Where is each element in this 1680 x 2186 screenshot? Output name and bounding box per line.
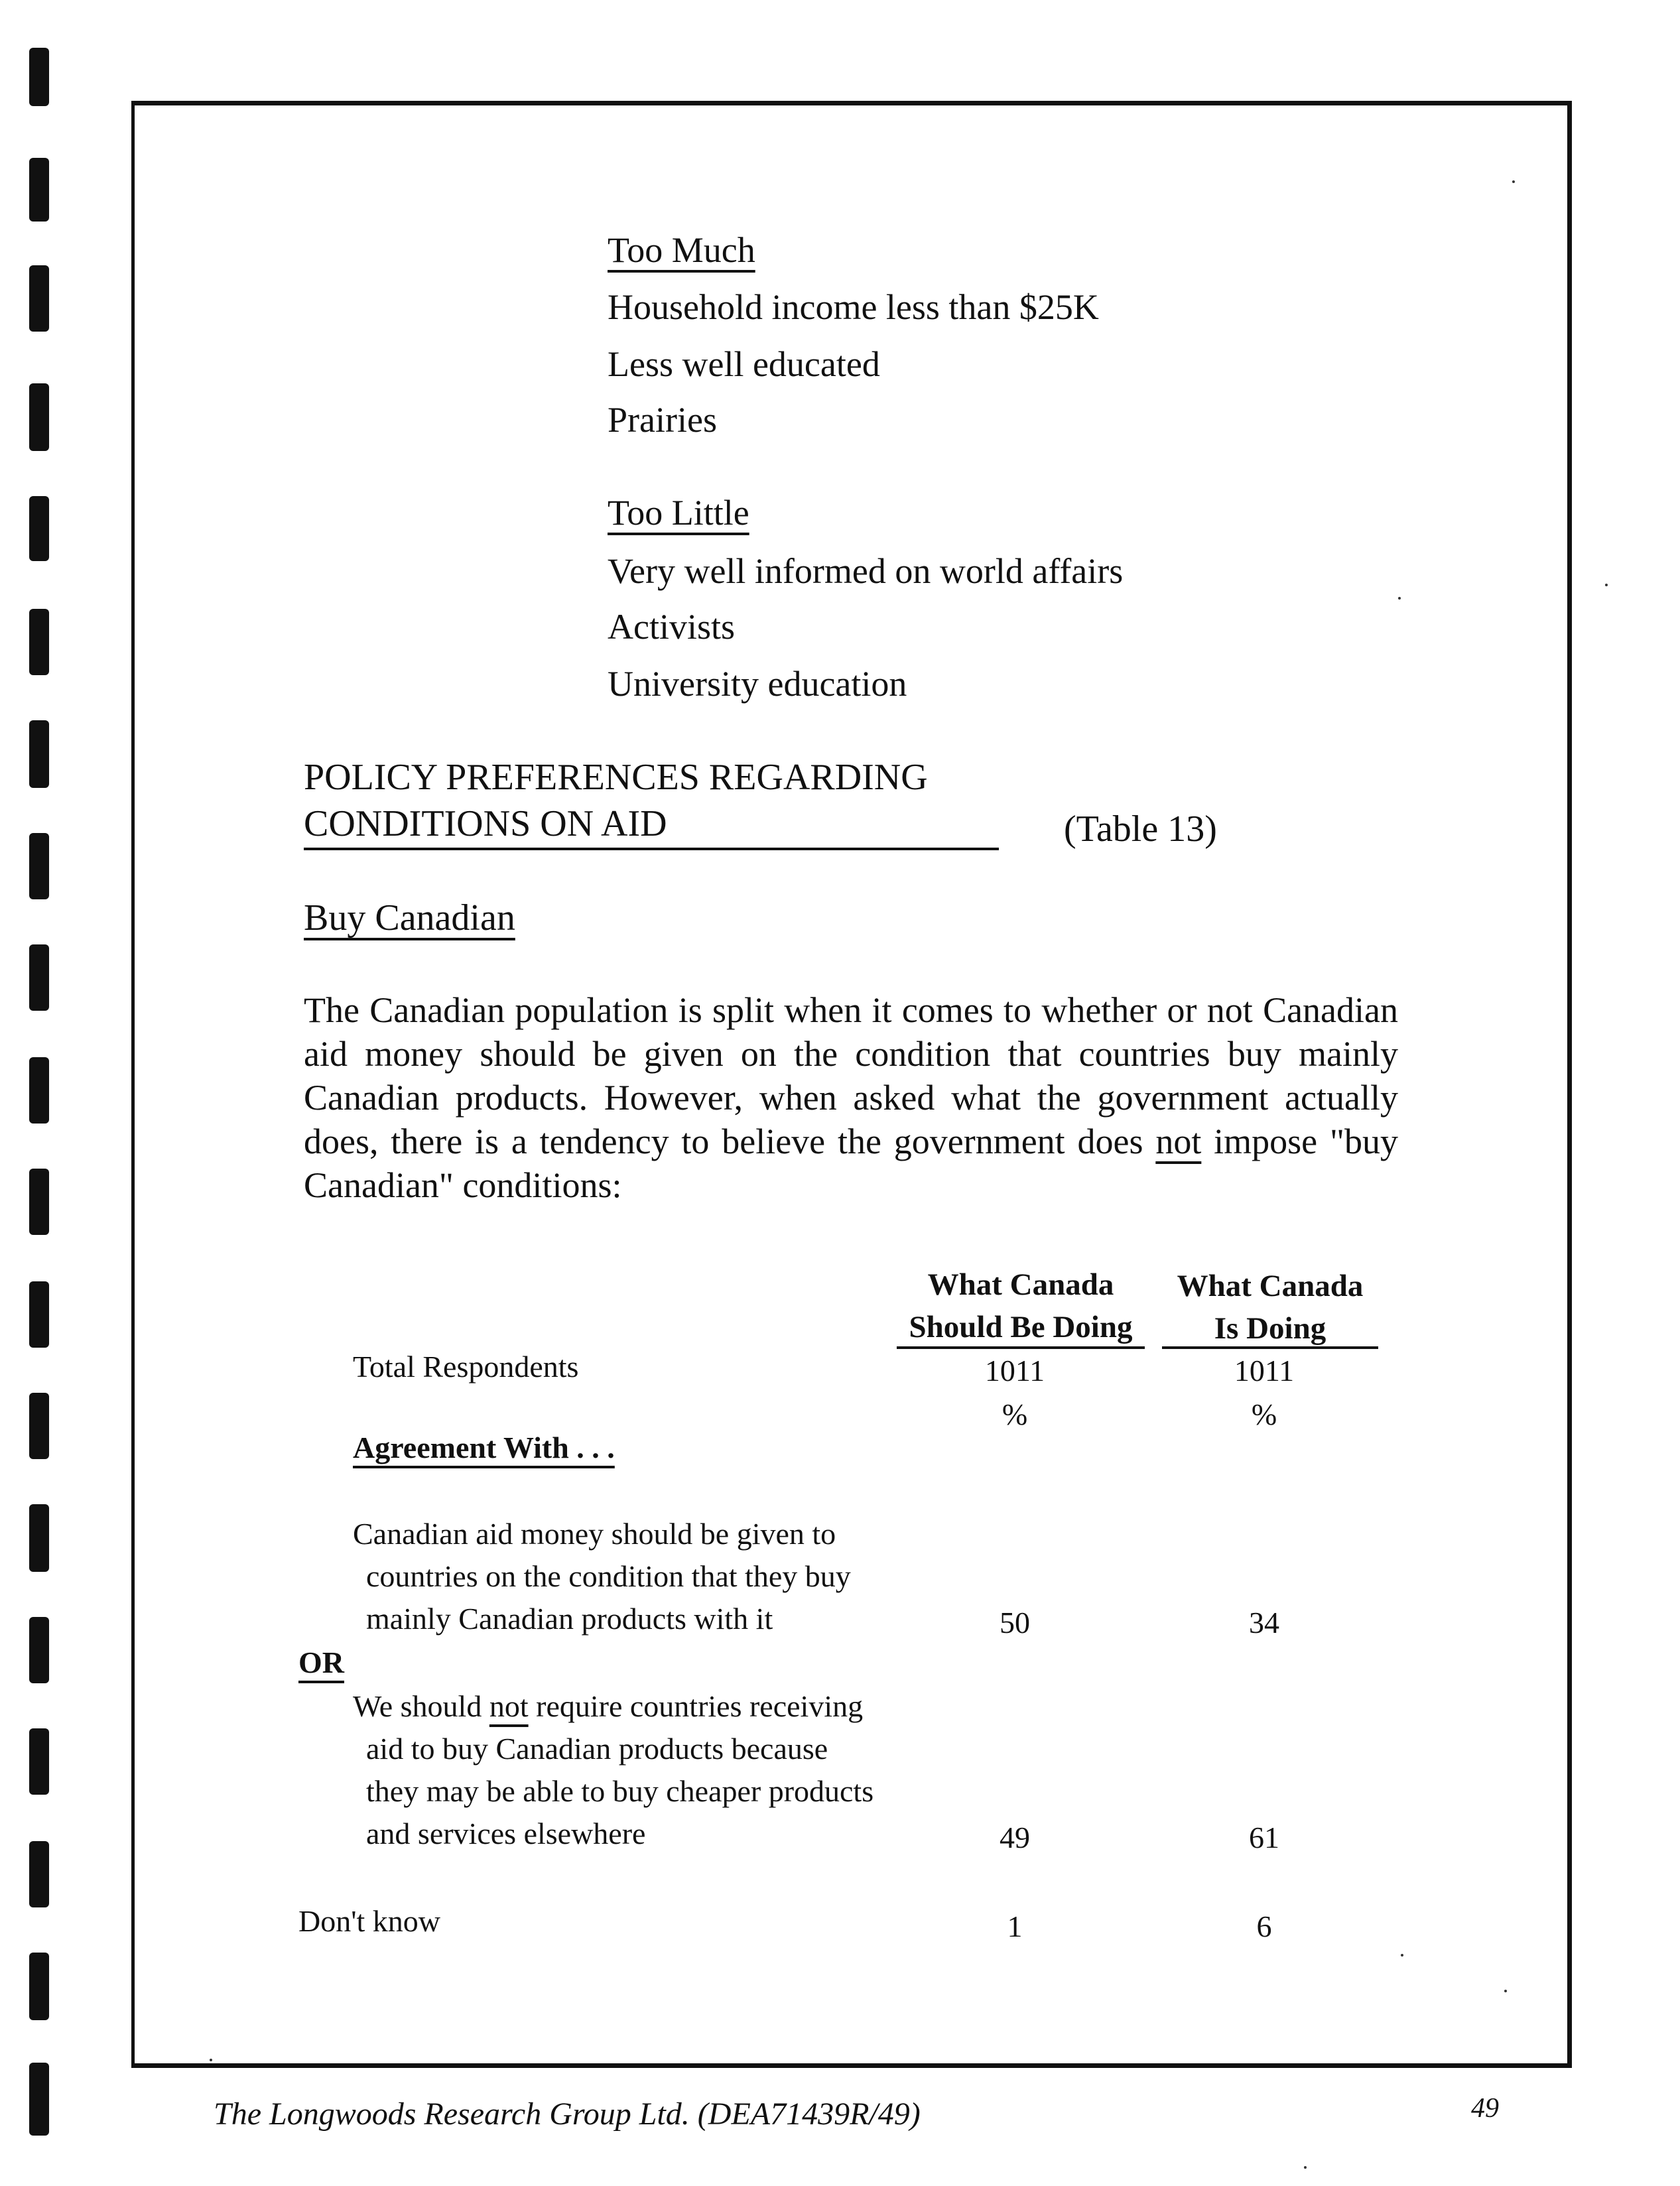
col2-header-line2: Is Doing	[1214, 1311, 1326, 1346]
binder-mark	[29, 1504, 49, 1572]
row2-emphasis-not: not	[489, 1689, 529, 1723]
col2-header-line1: What Canada	[1177, 1269, 1364, 1303]
row2-line: and services elsewhere	[366, 1817, 646, 1850]
binder-mark	[29, 1728, 49, 1795]
intro-paragraph	[304, 988, 1398, 1207]
or-label: OR	[298, 1645, 344, 1679]
row2-col2: 61	[1249, 1821, 1279, 1854]
dk-col1: 1	[1007, 1909, 1023, 1943]
unit-col1: %	[1002, 1397, 1028, 1431]
paragraph-emphasis-not: not	[1155, 1122, 1202, 1161]
row2-line: aid to buy Canadian products because	[366, 1732, 828, 1766]
too-little-item: Activists	[608, 607, 736, 647]
section-title-underline	[304, 848, 999, 850]
binder-mark	[29, 833, 49, 899]
row1-line: Canadian aid money should be given to	[353, 1517, 836, 1551]
binder-mark	[29, 609, 49, 675]
paragraph-text: The Canadian population is split when it comes to whether or not Canadian aid money should be given on the condition that countries buy mainly Canadian products. However, when asked what the government actually does, there is a tendency to believe the government does	[304, 990, 1398, 1161]
row1-col2: 34	[1249, 1606, 1279, 1640]
total-respondents-label: Total Respondents	[353, 1350, 579, 1383]
section-title-line1: POLICY PREFERENCES REGARDING	[304, 757, 928, 798]
binder-mark	[29, 1617, 49, 1683]
row1-line: mainly Canadian products with it	[366, 1602, 773, 1636]
row2-line	[353, 1691, 863, 1722]
row1-line: countries on the condition that they buy	[366, 1559, 851, 1593]
table-reference: (Table 13)	[1064, 808, 1217, 850]
paragraph-text: impose "buy Canadian" conditions:	[304, 1122, 1399, 1205]
row2-text: We should	[353, 1689, 489, 1723]
col1-header-line1: What Canada	[927, 1267, 1114, 1302]
binder-mark	[29, 1393, 49, 1459]
too-little-item: Very well informed on world affairs	[608, 551, 1124, 591]
binder-mark	[29, 944, 49, 1011]
too-much-heading: Too Much	[608, 230, 755, 270]
too-little-item: University education	[608, 664, 907, 704]
footer-text: The Longwoods Research Group Ltd. (DEA71439R/49)	[214, 2096, 921, 2132]
binder-mark	[29, 383, 49, 451]
binder-mark	[29, 496, 49, 561]
binder-mark	[29, 158, 49, 222]
col2-header-underline	[1162, 1346, 1378, 1349]
binder-mark	[29, 1281, 49, 1348]
dont-know-label: Don't know	[298, 1904, 441, 1938]
too-much-item: Less well educated	[608, 344, 880, 384]
total-col2: 1011	[1234, 1354, 1295, 1387]
binder-mark	[29, 48, 49, 106]
binder-mark	[29, 1953, 49, 2020]
row2-col1: 49	[1000, 1821, 1030, 1854]
too-little-heading: Too Little	[608, 493, 749, 533]
binder-mark	[29, 1841, 49, 1907]
scan-speck	[1304, 2166, 1307, 2169]
col1-header-underline	[897, 1346, 1145, 1349]
too-much-item: Prairies	[608, 400, 717, 440]
unit-col2: %	[1251, 1397, 1277, 1431]
binder-mark	[29, 1169, 49, 1235]
scan-speck	[1605, 584, 1608, 586]
row2-text: require countries receiving	[528, 1689, 864, 1723]
dk-col2: 6	[1256, 1909, 1272, 1943]
binder-mark	[29, 2063, 49, 2136]
too-much-item: Household income less than $25K	[608, 287, 1099, 327]
binder-mark	[29, 720, 49, 788]
row1-col1: 50	[1000, 1606, 1030, 1640]
section-title-line2: CONDITIONS ON AID	[304, 803, 667, 844]
page-number: 49	[1471, 2093, 1499, 2124]
col1-header-line2: Should Be Doing	[909, 1310, 1133, 1344]
total-col1: 1011	[984, 1354, 1045, 1387]
subheading-buy-canadian: Buy Canadian	[304, 897, 515, 938]
row2-line: they may be able to buy cheaper products	[366, 1774, 874, 1808]
binder-mark	[29, 1057, 49, 1124]
agreement-label: Agreement With . . .	[353, 1431, 615, 1464]
binder-mark	[29, 265, 49, 332]
